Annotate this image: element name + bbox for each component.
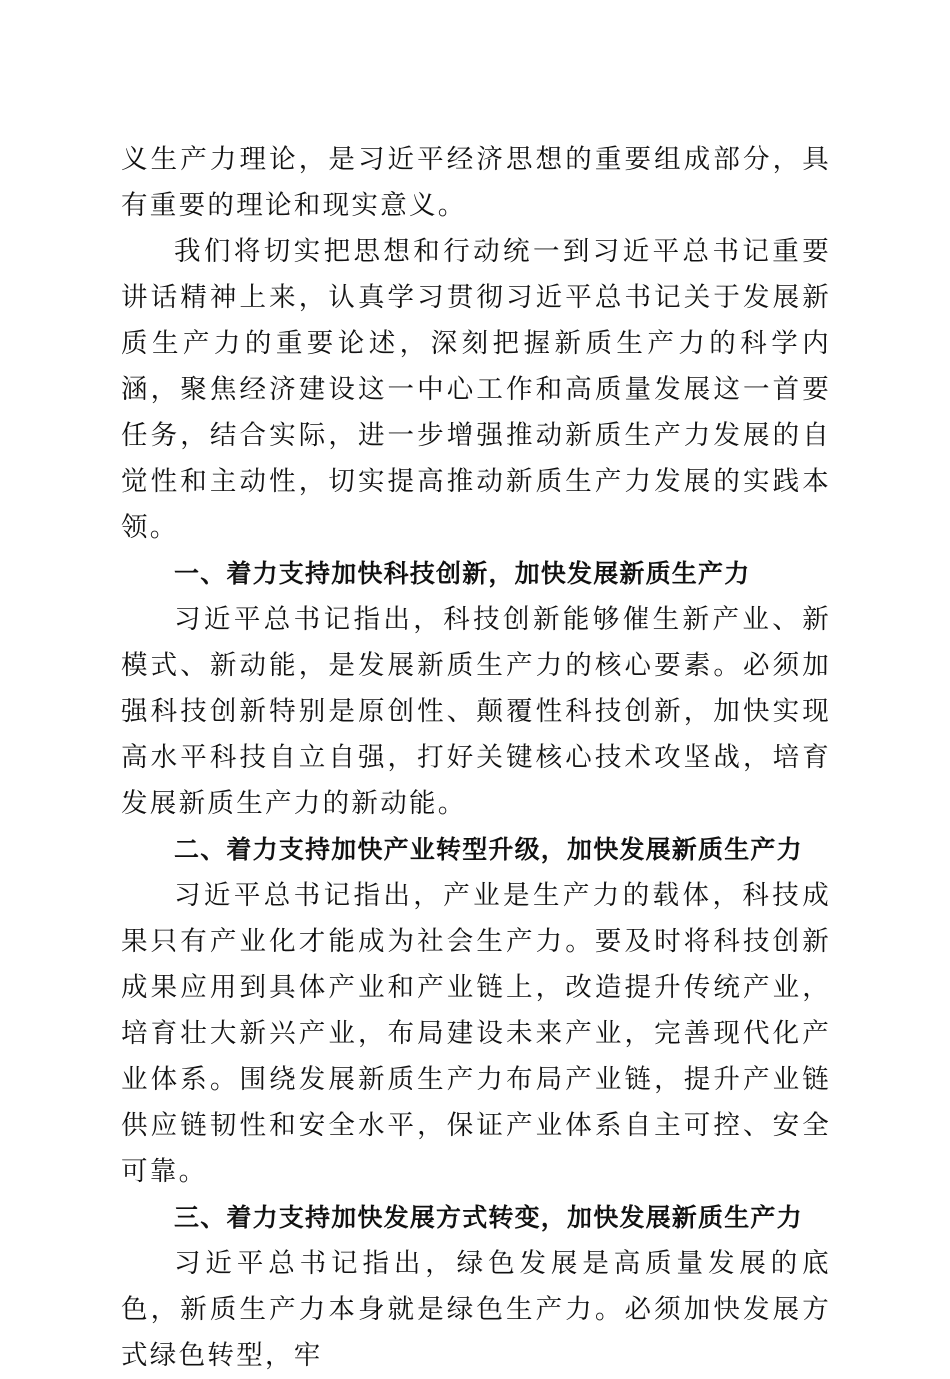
section-heading-2: 二、着力支持加快产业转型升级，加快发展新质生产力: [174, 835, 803, 864]
paragraph-continuation: 义生产力理论，是习近平经济思想的重要组成部分，具有重要的理论和现实意义。: [121, 144, 831, 221]
document-page: [121, 137, 831, 1379]
section-heading-1: 一、着力支持加快科技创新，加快发展新质生产力: [174, 559, 751, 588]
paragraph-commitment: 我们将切实把思想和行动统一到习近平总书记重要讲话精神上来，认真学习贯彻习近平总书记关于发展新质生产力的重要论述，深刻把握新质生产力的科学内涵，聚焦经济建设这一中心工作和高质量发展这一首要任务，结合实际，进一步增强推动新质生产力发展的自觉性和主动性，切实提高推动新质生产力发展的实践本领。: [121, 236, 831, 543]
paragraph-section-1: 习近平总书记指出，科技创新能够催生新产业、新模式、新动能，是发展新质生产力的核心要素。必须加强科技创新特别是原创性、颠覆性科技创新，加快实现高水平科技自立自强，打好关键核心技术攻坚战，培育发展新质生产力的新动能。: [121, 604, 831, 819]
section-heading-3: 三、着力支持加快发展方式转变，加快发展新质生产力: [174, 1203, 803, 1232]
paragraph-section-2: 习近平总书记指出，产业是生产力的载体，科技成果只有产业化才能成为社会生产力。要及时将科技创新成果应用到具体产业和产业链上，改造提升传统产业，培育壮大新兴产业，布局建设未来产业，完善现代化产业体系。围绕发展新质生产力布局产业链，提升产业链供应链韧性和安全水平，保证产业体系自主可控、安全可靠。: [121, 880, 831, 1187]
paragraph-section-3: 习近平总书记指出，绿色发展是高质量发展的底色，新质生产力本身就是绿色生产力。必须加快发展方式绿色转型，牢: [121, 1248, 831, 1371]
